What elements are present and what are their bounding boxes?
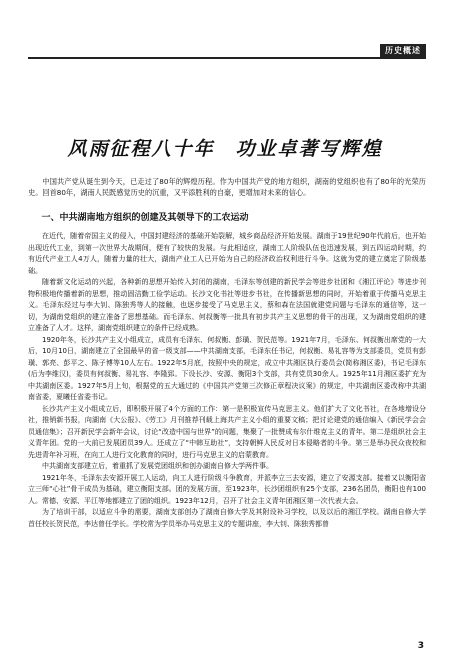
- intro-paragraph: 中国共产党从诞生到今天，已走过了80年的辉煌历程。作为中国共产党的地方组织，湖南的党组织也有了80年的光荣历史。回首80年，湖南人民既感觉历史的沉重，又平添胜利的自豪，更增加对未来的信心。: [28, 177, 426, 197]
- body-paragraph: 1920年冬，长沙共产主义小组成立，成员有毛泽东、何叔衡、彭璜、贺民范等。1921年7月，毛泽东、何叔衡出席党的一大后，10月10日，湖南建立了全国最早的省一级支部——中共湖南支部，毛泽东任书记，何叔衡、易礼容等为支部委员，党员有彭璜、郭亮、彭平之、陈子博等10人左右。1922年5月底，按照中央的规定，成立中共湘区执行委员会(简称湘区委)，书记毛泽东(后为李维汉)，委员有何叔衡、易礼容、李隆郅。下设长沙、安源、衡阳3个支部，共有党员30余人。1925年11月湘区委扩充为中共湖南区委。1927年5月上旬，根据党的五大通过的《中国共产党第三次修正章程决议案》的规定，中共湖南区委改称中共湖南省委，夏曦任省委书记。: [28, 335, 426, 401]
- body-paragraph: 长沙共产主义小组成立后，即积极开展了4个方面的工作：第一是积极宣传马克思主义。他们扩大了文化书社，在各地增设分社，推销新书报，向湖南《大公报》、《劳工》月刊推荐刊载上海共产主义小组的重要文稿；把讨论建党的通信编入《新民学会会员通信集》；召开新民学会新年会议，讨论“改造中国与世界”的问题，集聚了一批赞成布尔什维克主义的青年。第二是组织社会主义青年团。党的一大前已发展团员39人。还成立了“中韩互助社”，支持朝鲜人民反对日本侵略者的斗争。第三是举办民众夜校和先进青年补习班，在向工人进行文化教育的同时，进行马克思主义的启蒙教育。: [28, 404, 426, 459]
- body-paragraph: 在近代，随着帝国主义的侵入，中国封建经济的基础开始裂解，城乡商品经济开始发展。湖南于19世纪90年代前后，也开始出现近代工业，到第一次世界大战期间，便有了较快的发展。与此相适应，湖南工人阶级队伍也迅速发展，到五四运动时期，约有近代产业工人4万人，随着力量的壮大，湖南产业工人已开始为自己的经济政治权利进行斗争。这就为党的建立奠定了阶级基础。: [28, 232, 426, 275]
- section-heading: 一、中共湖南地方组织的创建及其领导下的工农运动: [41, 213, 249, 223]
- body-paragraph: 中共湖南支部建立后，着重抓了发展党团组织和创办湖南自修大学两件事。: [42, 462, 273, 470]
- header-rule: [28, 57, 426, 59]
- page-title: 风雨征程八十年 功业卓著写辉煌: [67, 137, 383, 160]
- page-number: 3: [417, 641, 424, 651]
- body-text: [28, 231, 426, 530]
- body-paragraph: 为了培训干部，以适应斗争的需要，湖南支部创办了湖南自修大学及其附设补习学校，以及以后的湘江学校。湖南自修大学首任校长贺民范，李达曾任学长。学校常为学员举办马克思主义的专题讲座，李大钊、陈独秀都曾: [28, 508, 426, 528]
- body-paragraph: 随着新文化运动的兴起，各种新的思想开始传入封闭的湖南，毛泽东等创建的新民学会等进步社团和《湘江评论》等进步刊物积极地传播着新的思想，推动固洁勤工俭学运动。长沙文化书社等进步书社，在传播新思想的同时，开始着重于传播马克思主义。毛泽东经过与李大钊、陈独秀等人的接触，也逐步接受了马克思主义，蔡和森在法国就建党问题与毛泽东的通信等，这一切，为湖南党组织的建立准备了思想基础。而毛泽东、何叔衡等一批具有初步共产主义思想的骨干的出现，又为湖南党组织的建立准备了人才。这样，湖南党组织建立的条件已经成熟。: [28, 278, 426, 332]
- body-paragraph: 1921年冬，毛泽东去安源开展工人运动，向工人进行阶级斗争教育，并派李立三去安源，建立了安源支部。接着又以衡阳省立三师“心社”骨干成员为基础，建立衡阳支部。团的发展方面，至1923年，长沙团组织有25个支部，236名团员，衡阳也有100人。常德、安源、平江等地都建立了团的组织。1923年12月，召开了社会主义青年团湘区第一次代表大会。: [28, 473, 426, 505]
- section-label: 历史概述: [380, 44, 426, 57]
